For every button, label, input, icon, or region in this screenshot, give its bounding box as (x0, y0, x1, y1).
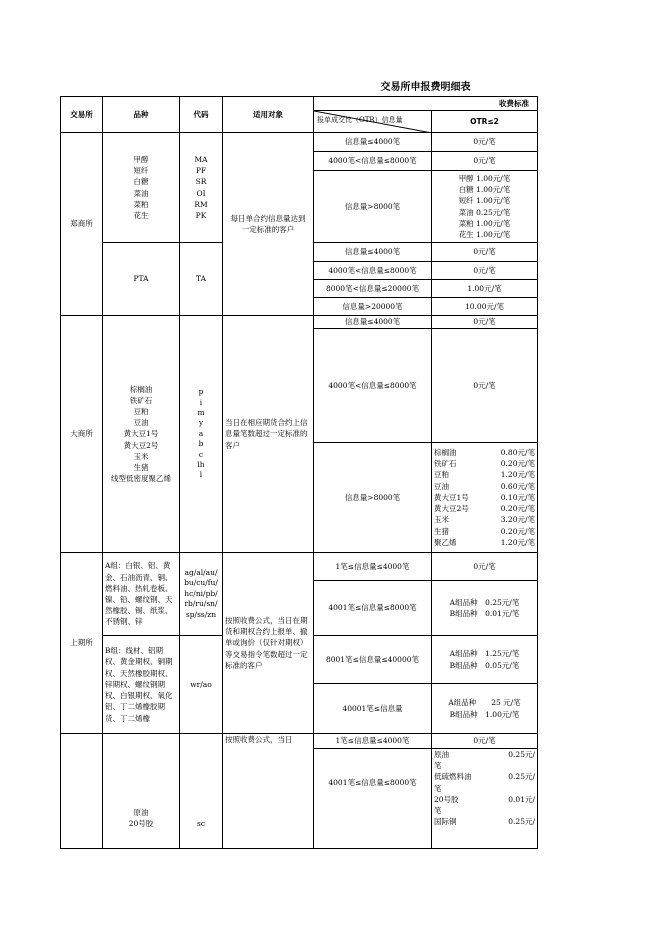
header-variety: 品种 (103, 97, 180, 133)
zce-g1-tier2: 4000笔<信息量≤8000笔 (314, 152, 432, 171)
shfe-tier3: 8001笔≤信息量≤40000笔 (314, 636, 432, 684)
zce-group1-codes: MA PF SR OI RM PK (180, 133, 223, 243)
exchange-ine (61, 734, 103, 849)
zce-group1-varieties: 甲醇 短纤 白糖 菜油 菜粕 花生 (103, 133, 180, 243)
dce-target: 当日在相应期货合约上信息量笔数超过一定标准的客户 (223, 316, 314, 553)
zce-pta-tier2: 4000笔<信息量≤8000笔 (314, 262, 432, 280)
dce-tier2: 4000笔<信息量≤8000笔 (314, 329, 432, 443)
zce-pta-code: TA (180, 243, 223, 316)
zce-pta-fee2: 0元/笔 (432, 262, 538, 280)
shfe-fee1: 0元/笔 (432, 553, 538, 581)
zce-g1-tier3-fees: 甲醇 1.00元/笔 白糖 1.00元/笔 短纤 1.00元/笔 菜油 0.25元/笔 菜粕 1.00元/笔 花生 1.00元/笔 (432, 171, 538, 243)
header-otr-info-label: 报单成交比（OTR）信息量 (317, 116, 403, 124)
ine-fee2: 原油 0.25元/ 笔 低硫燃料油 0.25元/ 笔 20号胶 0.01元/ 笔 国际铜 0.25元/ (432, 749, 538, 849)
dce-fee2: 0元/笔 (432, 329, 538, 443)
zce-pta-variety: PTA (103, 243, 180, 316)
ine-tier1: 1笔≤信息量≤4000笔 (314, 734, 432, 749)
shfe-tier1: 1笔≤信息量≤4000笔 (314, 553, 432, 581)
shfe-fee4: A组品种 25 元/笔 B组品种 1.00元/笔 (432, 684, 538, 734)
zce-pta-fee1: 0元/笔 (432, 243, 538, 262)
header-code: 代码 (180, 97, 223, 133)
shfe-group-a: A组：白银、铝、黄金、石油沥青、铜、燃料油、热轧卷板、镍、铅、螺纹钢、天然橡胶、锡、纸浆、不锈钢、锌 (103, 553, 180, 636)
shfe-codes-b: wr/ao (180, 636, 223, 734)
header-exchange: 交易所 (61, 97, 103, 133)
dce-fee1: 0元/笔 (432, 316, 538, 329)
dce-codes: p i m y a b c lh l (180, 316, 223, 553)
page-title: 交易所申报费明细表 (380, 82, 471, 93)
dce-tier3-fees: 棕榈油 0.80元/笔 铁矿石 0.20元/笔 豆粕 1.20元/笔 豆油 0.60元/笔 黄大豆1号 0.10元/笔 黄大豆2号 0.20元/笔 玉米 3.20元/笔 生猪 0.20元/笔 聚乙烯 1.20元/笔 (432, 443, 538, 553)
zce-g1-fee1: 0元/笔 (432, 133, 538, 152)
zce-pta-tier3: 8000笔<信息量≤20000笔 (314, 280, 432, 298)
zce-pta-tier1: 信息量≤4000笔 (314, 243, 432, 262)
shfe-codes-a: ag/al/au/ bu/cu/fu/ hc/ni/pb/ rb/ru/sn/ sp/ss/zn (180, 553, 223, 636)
zce-g1-tier1: 信息量≤4000笔 (314, 133, 432, 152)
ine-target: 按照收费公式，当日 (223, 734, 314, 849)
dce-tier1: 信息量≤4000笔 (314, 316, 432, 329)
header-otr-column: OTR≤2 (432, 111, 538, 133)
zce-pta-fee4: 10.00元/笔 (432, 298, 538, 316)
exchange-zhengzhou: 郑商所 (61, 133, 103, 316)
zce-pta-tier4: 信息量>20000笔 (314, 298, 432, 316)
shfe-fee3: A组品种 1.25元/笔 B组品种 0.05元/笔 (432, 636, 538, 684)
shfe-target: 按照收费公式，当日在期货和期权合约上报单、撤单或询价（仅针对期权）等交易指令笔数超过一定标准的客户 (223, 553, 314, 734)
header-diagonal-cell (314, 111, 432, 133)
zce-g1-fee2: 0元/笔 (432, 152, 538, 171)
ine-fee1: 0元/笔 (432, 734, 538, 749)
zce-target: 每日单合约信息量达到一定标准的客户 (223, 133, 314, 316)
fee-table (60, 96, 538, 849)
shfe-group-b: B组：线材、铝期权、黄金期权、铜期权、天然橡胶期权、锌期权、螺纹钢期权、白银期权、氧化铝、丁二烯橡胶期货、丁二烯橡 (103, 636, 180, 734)
zce-pta-fee3: 1.00元/笔 (432, 280, 538, 298)
ine-code: sc (180, 734, 223, 849)
dce-tier3: 信息量>8000笔 (314, 443, 432, 553)
zce-g1-tier3: 信息量>8000笔 (314, 171, 432, 243)
shfe-tier4: 40001笔≤信息量 (314, 684, 432, 734)
shfe-fee2: A组品种 0.25元/笔 B组品种 0.01元/笔 (432, 581, 538, 636)
ine-tier2: 4001笔≤信息量≤8000笔 (314, 749, 432, 849)
exchange-shanghai: 上期所 (61, 553, 103, 734)
exchange-dalian: 大商所 (61, 316, 103, 553)
header-target: 适用对象 (223, 97, 314, 133)
header-fee-standard: 收费标准 (314, 97, 538, 111)
ine-varieties: 原油 20号胶 (103, 734, 180, 849)
shfe-tier2: 4001笔≤信息量≤8000笔 (314, 581, 432, 636)
dce-varieties: 棕榈油 铁矿石 豆粕 豆油 黄大豆1号 黄大豆2号 玉米 生猪 线型低密度聚乙烯 (103, 316, 180, 553)
